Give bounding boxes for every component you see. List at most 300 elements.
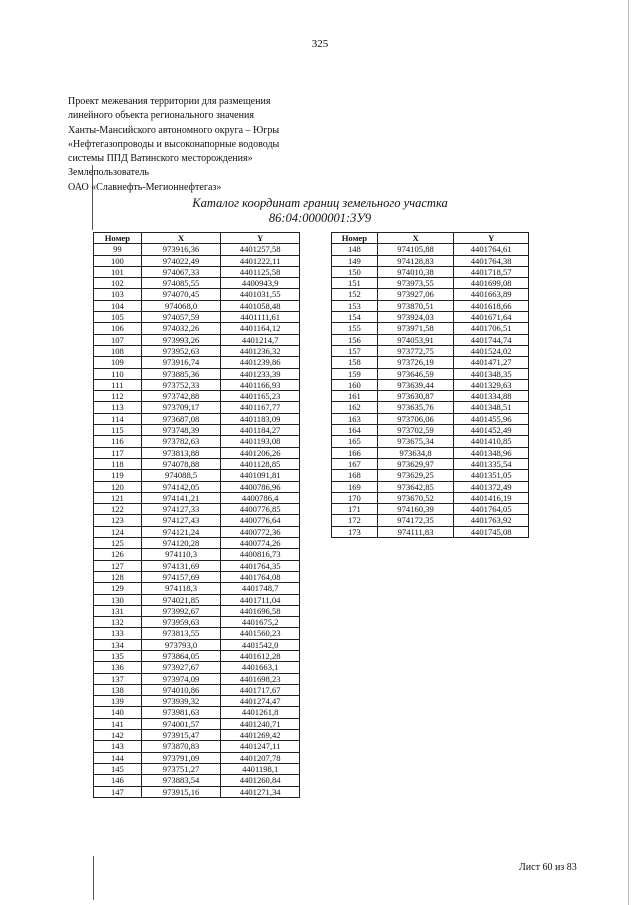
table-row: [94, 402, 300, 413]
point-number-cell: 169: [332, 481, 378, 492]
y-coordinate-cell: 4401240,71: [221, 718, 300, 729]
x-coordinate-cell: 974068,0: [141, 300, 221, 311]
table-row: [332, 323, 529, 334]
table-row: [332, 391, 529, 402]
y-coordinate-cell: 4401471,27: [454, 357, 529, 368]
point-number-cell: 126: [94, 549, 142, 560]
point-number-cell: 137: [94, 673, 142, 684]
table-row: [94, 571, 300, 582]
table-row: [332, 481, 529, 492]
column-header-x: X: [141, 233, 221, 244]
point-number-cell: 159: [332, 368, 378, 379]
point-number-cell: 165: [332, 436, 378, 447]
point-number-cell: 160: [332, 379, 378, 390]
x-coordinate-cell: 974032,26: [141, 323, 221, 334]
table-row: [94, 594, 300, 605]
y-coordinate-cell: 4401111,61: [221, 312, 300, 323]
y-coordinate-cell: 4401542,0: [221, 639, 300, 650]
sheet-footer: Лист 60 из 83: [519, 862, 577, 873]
x-coordinate-cell: 973634,8: [377, 447, 454, 458]
x-coordinate-cell: 973702,59: [377, 425, 454, 436]
x-coordinate-cell: 973635,76: [377, 402, 454, 413]
point-number-cell: 113: [94, 402, 142, 413]
table-row: [332, 357, 529, 368]
point-number-cell: 106: [94, 323, 142, 334]
x-coordinate-cell: 973952,63: [141, 345, 221, 356]
table-row: [332, 289, 529, 300]
x-coordinate-cell: 974021,85: [141, 594, 221, 605]
x-coordinate-cell: 974121,24: [141, 526, 221, 537]
point-number-cell: 130: [94, 594, 142, 605]
x-coordinate-cell: 973916,74: [141, 357, 221, 368]
x-coordinate-cell: 973646,59: [377, 368, 454, 379]
point-number-cell: 161: [332, 391, 378, 402]
table-row: [94, 526, 300, 537]
table-row: [94, 718, 300, 729]
table-row: [94, 730, 300, 741]
header-line: «Нефтегазопроводы и высоконапорные водоводы: [68, 138, 280, 150]
point-number-cell: 104: [94, 300, 142, 311]
table-row: [94, 413, 300, 424]
point-number-cell: 136: [94, 662, 142, 673]
x-coordinate-cell: 974010,86: [141, 684, 221, 695]
y-coordinate-cell: 4401372,49: [454, 481, 529, 492]
point-number-cell: 123: [94, 515, 142, 526]
page-number: 325: [311, 38, 329, 50]
y-coordinate-cell: 4401764,38: [454, 255, 529, 266]
table-header-row: [332, 233, 529, 244]
x-coordinate-cell: 973670,52: [377, 492, 454, 503]
y-coordinate-cell: 4401711,04: [221, 594, 300, 605]
table-row: [94, 391, 300, 402]
x-coordinate-cell: 973927,06: [377, 289, 454, 300]
y-coordinate-cell: 4401239,86: [221, 357, 300, 368]
x-coordinate-cell: 973706,06: [377, 413, 454, 424]
point-number-cell: 110: [94, 368, 142, 379]
x-coordinate-cell: 974022,49: [141, 255, 221, 266]
x-coordinate-cell: 973629,97: [377, 458, 454, 469]
point-number-cell: 107: [94, 334, 142, 345]
point-number-cell: 164: [332, 425, 378, 436]
y-coordinate-cell: 4401764,35: [221, 560, 300, 571]
table-row: [332, 470, 529, 481]
x-coordinate-cell: 973864,05: [141, 650, 221, 661]
point-number-cell: 133: [94, 628, 142, 639]
y-coordinate-cell: 4400772,36: [221, 526, 300, 537]
column-header-number: Номер: [332, 233, 378, 244]
y-coordinate-cell: 4401675,2: [221, 617, 300, 628]
x-coordinate-cell: 973981,63: [141, 707, 221, 718]
point-number-cell: 158: [332, 357, 378, 368]
x-coordinate-cell: 974001,57: [141, 718, 221, 729]
x-coordinate-cell: 974160,39: [377, 504, 454, 515]
x-coordinate-cell: 974070,45: [141, 289, 221, 300]
point-number-cell: 149: [332, 255, 378, 266]
cadastral-number: 86:04:0000001:3У9: [268, 211, 372, 225]
y-coordinate-cell: 4400774,26: [221, 538, 300, 549]
table-row: [94, 345, 300, 356]
x-coordinate-cell: 973782,63: [141, 436, 221, 447]
table-row: [94, 560, 300, 571]
x-coordinate-cell: 973748,39: [141, 425, 221, 436]
table-row: [94, 289, 300, 300]
point-number-cell: 151: [332, 278, 378, 289]
point-number-cell: 131: [94, 605, 142, 616]
y-coordinate-cell: 4401524,02: [454, 345, 529, 356]
header-line: ОАО «Славнефть-Мегионнефтегаз»: [68, 181, 222, 193]
x-coordinate-cell: 974118,3: [141, 583, 221, 594]
table-row: [332, 425, 529, 436]
y-coordinate-cell: 4400786,4: [221, 492, 300, 503]
y-coordinate-cell: 4401128,85: [221, 458, 300, 469]
y-coordinate-cell: 4401125,58: [221, 266, 300, 277]
point-number-cell: 147: [94, 786, 142, 797]
table-row: [94, 707, 300, 718]
x-coordinate-cell: 973915,16: [141, 786, 221, 797]
table-row: [94, 617, 300, 628]
column-header-number: Номер: [94, 233, 142, 244]
y-coordinate-cell: 4401269,42: [221, 730, 300, 741]
table-row: [332, 255, 529, 266]
y-coordinate-cell: 4401663,89: [454, 289, 529, 300]
point-number-cell: 139: [94, 696, 142, 707]
y-coordinate-cell: 4401167,77: [221, 402, 300, 413]
point-number-cell: 115: [94, 425, 142, 436]
table-row: [332, 300, 529, 311]
y-coordinate-cell: 4401184,27: [221, 425, 300, 436]
y-coordinate-cell: 4401560,23: [221, 628, 300, 639]
x-coordinate-cell: 974141,21: [141, 492, 221, 503]
table-row: [94, 334, 300, 345]
x-coordinate-cell: 973629,25: [377, 470, 454, 481]
y-coordinate-cell: 4401706,51: [454, 323, 529, 334]
point-number-cell: 117: [94, 447, 142, 458]
table-row: [94, 425, 300, 436]
point-number-cell: 171: [332, 504, 378, 515]
table-row: [332, 504, 529, 515]
point-number-cell: 105: [94, 312, 142, 323]
point-number-cell: 145: [94, 763, 142, 774]
point-number-cell: 156: [332, 334, 378, 345]
point-number-cell: 167: [332, 458, 378, 469]
point-number-cell: 119: [94, 470, 142, 481]
table-row: [94, 278, 300, 289]
x-coordinate-cell: 974067,33: [141, 266, 221, 277]
y-coordinate-cell: 4401745,08: [454, 526, 529, 537]
header-line: Землепользователь: [68, 167, 149, 179]
x-coordinate-cell: 974127,43: [141, 515, 221, 526]
table-row: [94, 639, 300, 650]
point-number-cell: 166: [332, 447, 378, 458]
x-coordinate-cell: 973992,67: [141, 605, 221, 616]
table-row: [94, 786, 300, 797]
y-coordinate-cell: 4401764,61: [454, 244, 529, 255]
y-coordinate-cell: 4401696,58: [221, 605, 300, 616]
column-header-x: X: [377, 233, 454, 244]
point-number-cell: 170: [332, 492, 378, 503]
catalog-title: Каталог координат границ земельного участка: [192, 196, 448, 210]
x-coordinate-cell: 973959,63: [141, 617, 221, 628]
x-coordinate-cell: 973751,27: [141, 763, 221, 774]
table-row: [94, 357, 300, 368]
table-row: [94, 673, 300, 684]
y-coordinate-cell: 4401452,49: [454, 425, 529, 436]
point-number-cell: 125: [94, 538, 142, 549]
table-row: [94, 583, 300, 594]
x-coordinate-cell: 973742,88: [141, 391, 221, 402]
y-coordinate-cell: 4401257,58: [221, 244, 300, 255]
point-number-cell: 168: [332, 470, 378, 481]
y-coordinate-cell: 4401748,7: [221, 583, 300, 594]
point-number-cell: 141: [94, 718, 142, 729]
y-coordinate-cell: 4401166,93: [221, 379, 300, 390]
x-coordinate-cell: 973813,55: [141, 628, 221, 639]
point-number-cell: 109: [94, 357, 142, 368]
y-coordinate-cell: 4400776,85: [221, 504, 300, 515]
point-number-cell: 112: [94, 391, 142, 402]
point-number-cell: 103: [94, 289, 142, 300]
y-coordinate-cell: 4401214,7: [221, 334, 300, 345]
y-coordinate-cell: 4401274,47: [221, 696, 300, 707]
x-coordinate-cell: 973687,08: [141, 413, 221, 424]
table-row: [332, 526, 529, 537]
point-number-cell: 142: [94, 730, 142, 741]
scan-edge-line: [628, 0, 629, 905]
table-row: [94, 492, 300, 503]
table-row: [94, 266, 300, 277]
table-row: [94, 549, 300, 560]
y-coordinate-cell: 4401764,08: [221, 571, 300, 582]
coordinates-table-left: [93, 232, 300, 798]
column-header-y: Y: [221, 233, 300, 244]
table-row: [94, 628, 300, 639]
table-header-row: [94, 233, 300, 244]
table-row: [94, 752, 300, 763]
table-row: [332, 278, 529, 289]
y-coordinate-cell: 4401271,34: [221, 786, 300, 797]
point-number-cell: 153: [332, 300, 378, 311]
table-row: [94, 515, 300, 526]
y-coordinate-cell: 4401455,96: [454, 413, 529, 424]
project-header: [68, 95, 279, 195]
point-number-cell: 108: [94, 345, 142, 356]
point-number-cell: 163: [332, 413, 378, 424]
table-row: [332, 312, 529, 323]
table-row: [94, 684, 300, 695]
y-coordinate-cell: 4401618,66: [454, 300, 529, 311]
table-row: [94, 662, 300, 673]
point-number-cell: 173: [332, 526, 378, 537]
x-coordinate-cell: 974057,59: [141, 312, 221, 323]
point-number-cell: 100: [94, 255, 142, 266]
point-number-cell: 121: [94, 492, 142, 503]
scan-margin-line-bottom: [93, 856, 94, 900]
y-coordinate-cell: 4401699,08: [454, 278, 529, 289]
point-number-cell: 102: [94, 278, 142, 289]
y-coordinate-cell: 4401416,19: [454, 492, 529, 503]
x-coordinate-cell: 974127,33: [141, 504, 221, 515]
point-number-cell: 150: [332, 266, 378, 277]
x-coordinate-cell: 973974,09: [141, 673, 221, 684]
point-number-cell: 162: [332, 402, 378, 413]
table-row: [94, 458, 300, 469]
table-row: [94, 481, 300, 492]
x-coordinate-cell: 974131,69: [141, 560, 221, 571]
table-row: [332, 345, 529, 356]
x-coordinate-cell: 974111,83: [377, 526, 454, 537]
y-coordinate-cell: 4401335,54: [454, 458, 529, 469]
point-number-cell: 172: [332, 515, 378, 526]
header-line: системы ППД Ватинского месторождения»: [68, 153, 253, 165]
y-coordinate-cell: 4401348,51: [454, 402, 529, 413]
y-coordinate-cell: 4401233,39: [221, 368, 300, 379]
y-coordinate-cell: 4401348,96: [454, 447, 529, 458]
point-number-cell: 122: [94, 504, 142, 515]
coordinates-table-right: [331, 232, 529, 538]
table-row: [332, 458, 529, 469]
x-coordinate-cell: 974120,28: [141, 538, 221, 549]
y-coordinate-cell: 4401164,12: [221, 323, 300, 334]
point-number-cell: 157: [332, 345, 378, 356]
x-coordinate-cell: 973927,67: [141, 662, 221, 673]
y-coordinate-cell: 4401247,11: [221, 741, 300, 752]
point-number-cell: 146: [94, 775, 142, 786]
table-row: [332, 334, 529, 345]
y-coordinate-cell: 4401236,32: [221, 345, 300, 356]
y-coordinate-cell: 4401351,05: [454, 470, 529, 481]
y-coordinate-cell: 4400943,9: [221, 278, 300, 289]
x-coordinate-cell: 974172,35: [377, 515, 454, 526]
point-number-cell: 144: [94, 752, 142, 763]
x-coordinate-cell: 973971,58: [377, 323, 454, 334]
x-coordinate-cell: 973916,36: [141, 244, 221, 255]
table-row: [332, 447, 529, 458]
point-number-cell: 124: [94, 526, 142, 537]
y-coordinate-cell: 4401744,74: [454, 334, 529, 345]
x-coordinate-cell: 974010,38: [377, 266, 454, 277]
x-coordinate-cell: 973885,36: [141, 368, 221, 379]
x-coordinate-cell: 973924,03: [377, 312, 454, 323]
y-coordinate-cell: 4400816,73: [221, 549, 300, 560]
point-number-cell: 143: [94, 741, 142, 752]
y-coordinate-cell: 4401198,1: [221, 763, 300, 774]
table-row: [94, 741, 300, 752]
x-coordinate-cell: 974157,69: [141, 571, 221, 582]
y-coordinate-cell: 4401717,67: [221, 684, 300, 695]
table-row: [94, 300, 300, 311]
y-coordinate-cell: 4401671,64: [454, 312, 529, 323]
y-coordinate-cell: 4401764,05: [454, 504, 529, 515]
y-coordinate-cell: 4401698,23: [221, 673, 300, 684]
table-row: [332, 368, 529, 379]
point-number-cell: 140: [94, 707, 142, 718]
table-row: [94, 255, 300, 266]
x-coordinate-cell: 973915,47: [141, 730, 221, 741]
y-coordinate-cell: 4401348,35: [454, 368, 529, 379]
point-number-cell: 154: [332, 312, 378, 323]
point-number-cell: 129: [94, 583, 142, 594]
header-line: линейного объекта регионального значения: [68, 110, 254, 122]
point-number-cell: 135: [94, 650, 142, 661]
x-coordinate-cell: 973793,0: [141, 639, 221, 650]
table-row: [94, 775, 300, 786]
table-row: [94, 436, 300, 447]
table-row: [94, 538, 300, 549]
catalog-title-block: [0, 196, 640, 226]
x-coordinate-cell: 974053,91: [377, 334, 454, 345]
x-coordinate-cell: 973791,09: [141, 752, 221, 763]
table-row: [332, 413, 529, 424]
table-row: [332, 266, 529, 277]
point-number-cell: 138: [94, 684, 142, 695]
x-coordinate-cell: 974128,83: [377, 255, 454, 266]
y-coordinate-cell: 4401718,57: [454, 266, 529, 277]
y-coordinate-cell: 4401031,55: [221, 289, 300, 300]
y-coordinate-cell: 4401329,63: [454, 379, 529, 390]
y-coordinate-cell: 4401334,88: [454, 391, 529, 402]
y-coordinate-cell: 4401207,78: [221, 752, 300, 763]
x-coordinate-cell: 973642,85: [377, 481, 454, 492]
table-row: [332, 402, 529, 413]
x-coordinate-cell: 973709,17: [141, 402, 221, 413]
table-row: [332, 436, 529, 447]
table-row: [332, 244, 529, 255]
point-number-cell: 127: [94, 560, 142, 571]
table-row: [332, 515, 529, 526]
y-coordinate-cell: 4401183,09: [221, 413, 300, 424]
x-coordinate-cell: 974085,55: [141, 278, 221, 289]
point-number-cell: 148: [332, 244, 378, 255]
y-coordinate-cell: 4401058,48: [221, 300, 300, 311]
x-coordinate-cell: 973813,88: [141, 447, 221, 458]
x-coordinate-cell: 974142,05: [141, 481, 221, 492]
y-coordinate-cell: 4401206,26: [221, 447, 300, 458]
x-coordinate-cell: 974105,88: [377, 244, 454, 255]
header-line: Ханты-Мансийского автономного округа – Югры: [68, 124, 280, 136]
x-coordinate-cell: 973630,87: [377, 391, 454, 402]
x-coordinate-cell: 973973,55: [377, 278, 454, 289]
header-line: Проект межевания территории для размещения: [68, 96, 271, 107]
y-coordinate-cell: 4401260,84: [221, 775, 300, 786]
point-number-cell: 152: [332, 289, 378, 300]
table-row: [94, 447, 300, 458]
point-number-cell: 155: [332, 323, 378, 334]
point-number-cell: 128: [94, 571, 142, 582]
x-coordinate-cell: 973772,75: [377, 345, 454, 356]
y-coordinate-cell: 4401261,8: [221, 707, 300, 718]
x-coordinate-cell: 973870,51: [377, 300, 454, 311]
x-coordinate-cell: 974110,3: [141, 549, 221, 560]
y-coordinate-cell: 4401193,08: [221, 436, 300, 447]
x-coordinate-cell: 973993,26: [141, 334, 221, 345]
point-number-cell: 114: [94, 413, 142, 424]
x-coordinate-cell: 973675,34: [377, 436, 454, 447]
table-row: [94, 312, 300, 323]
y-coordinate-cell: 4401663,1: [221, 662, 300, 673]
x-coordinate-cell: 973870,83: [141, 741, 221, 752]
point-number-cell: 111: [94, 379, 142, 390]
table-row: [332, 379, 529, 390]
table-row: [94, 650, 300, 661]
table-row: [94, 696, 300, 707]
y-coordinate-cell: 4401410,85: [454, 436, 529, 447]
point-number-cell: 118: [94, 458, 142, 469]
point-number-cell: 132: [94, 617, 142, 628]
y-coordinate-cell: 4401763,92: [454, 515, 529, 526]
x-coordinate-cell: 974088,5: [141, 470, 221, 481]
table-row: [332, 492, 529, 503]
x-coordinate-cell: 974078,88: [141, 458, 221, 469]
